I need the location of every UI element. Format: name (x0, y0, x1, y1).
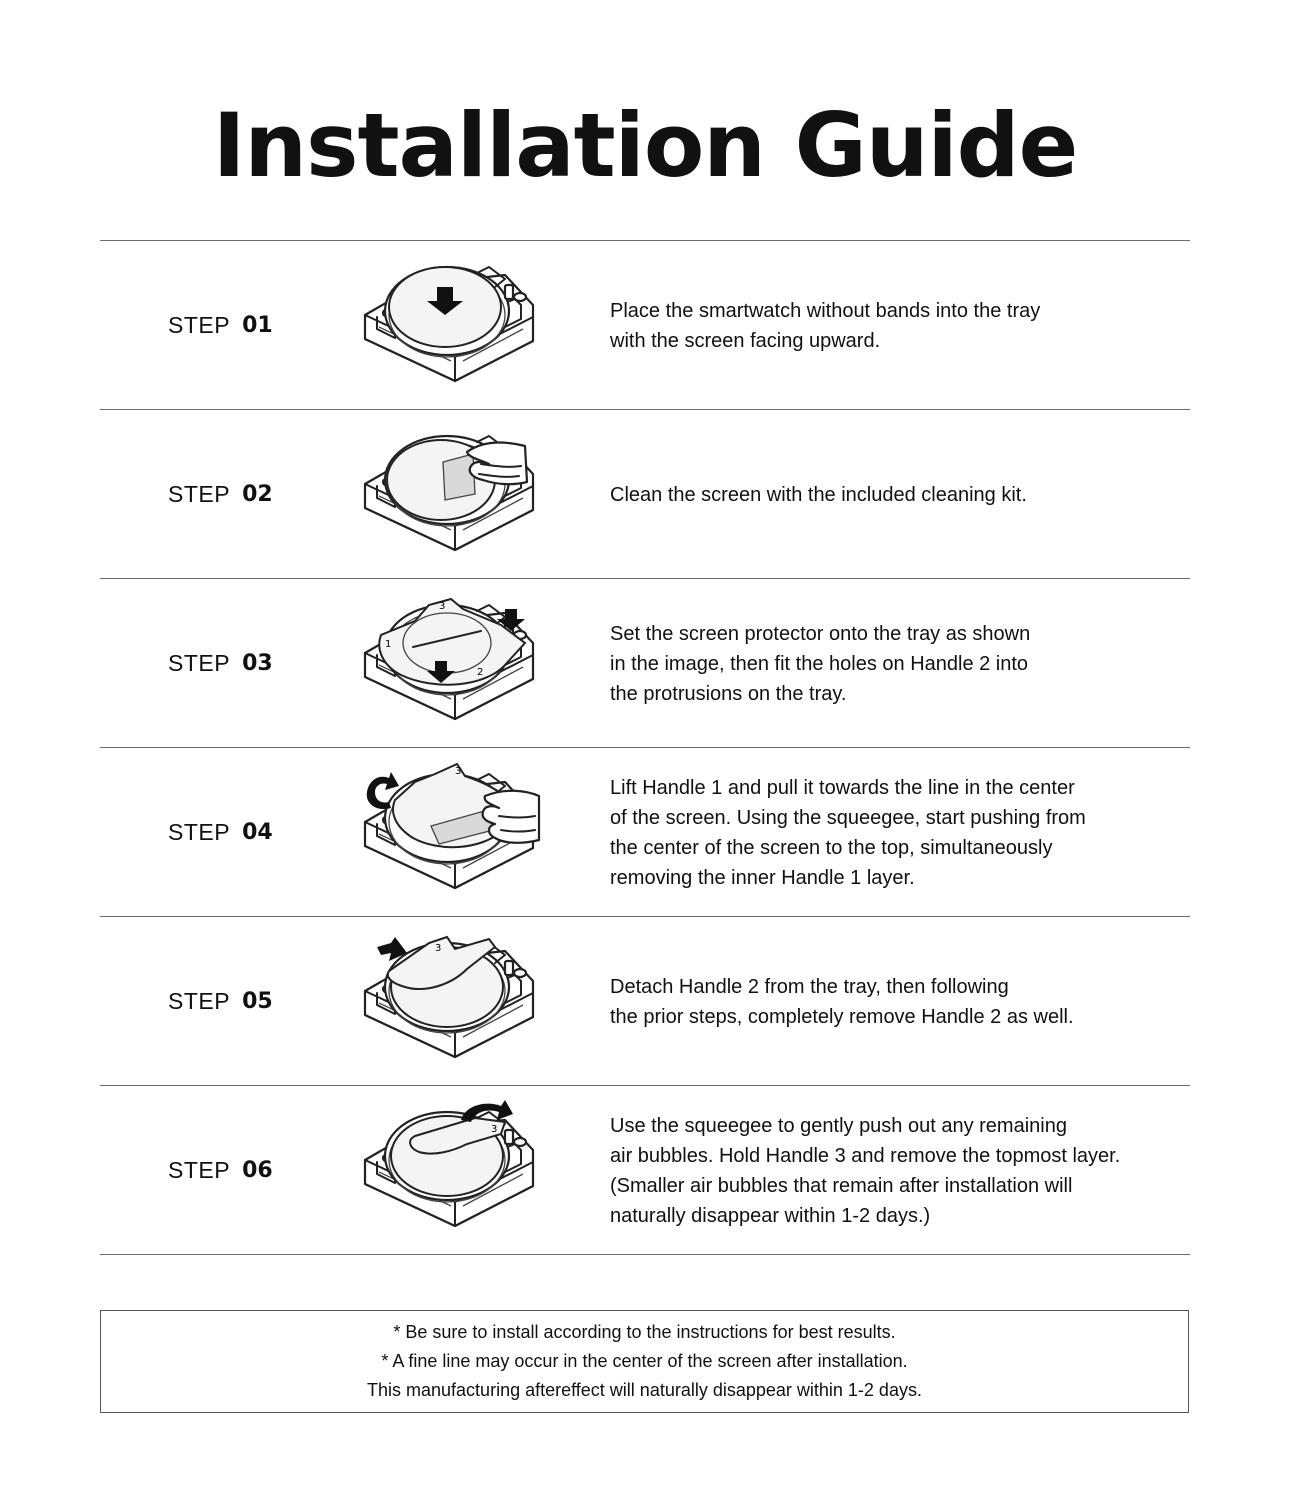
step-word: STEP (168, 1157, 231, 1183)
steps-list (100, 240, 1190, 1255)
step-row-06 (100, 1085, 1190, 1255)
step-number: 05 (242, 989, 273, 1014)
handle-3-label: 3 (439, 601, 446, 612)
step-instruction (610, 748, 1170, 917)
tray-detach-handle-arrow-icon (355, 929, 545, 1074)
step-label (168, 748, 273, 917)
handle-1-label: 1 (385, 639, 392, 650)
step-label (168, 917, 273, 1086)
step-instruction (610, 917, 1170, 1086)
handle-3-label: 3 (455, 766, 462, 777)
step-row-04 (100, 747, 1190, 916)
step-word: STEP (168, 481, 231, 507)
page-title: Installation Guide (212, 94, 1078, 197)
step-number: 06 (242, 1158, 273, 1183)
handle-2-label: 2 (477, 667, 484, 678)
step-number: 01 (242, 313, 273, 338)
step-instruction-text: Lift Handle 1 and pull it towards the line in the center of the screen. Using the squeegee, start pushing from the center of the screen to the top, simultaneously removing the inner Handle 1 layer. (610, 776, 1086, 889)
step-label (168, 579, 273, 748)
tray-protector-arrows-icon (355, 591, 545, 736)
tray-watch-down-arrow-icon (355, 253, 545, 398)
tray-remove-top-layer-arrow-icon (355, 1098, 545, 1243)
step-word: STEP (168, 819, 231, 845)
step-row-01 (100, 240, 1190, 409)
step-instruction-text: Place the smartwatch without bands into the tray with the screen facing upward. (610, 299, 1041, 352)
tray-cleaning-hand-icon (355, 422, 545, 567)
handle-3-label: 3 (491, 1124, 498, 1135)
note-line: * A fine line may occur in the center of the screen after installation. (381, 1351, 908, 1371)
step-row-02 (100, 409, 1190, 578)
step-row-03 (100, 578, 1190, 747)
step-instruction (610, 579, 1170, 748)
note-line: This manufacturing aftereffect will naturally disappear within 1-2 days. (367, 1380, 922, 1400)
step-instruction (610, 410, 1170, 579)
tray-squeegee-rotate-arrow-icon (355, 760, 545, 905)
notes-box (100, 1310, 1189, 1413)
step-number: 02 (242, 482, 273, 507)
step-instruction-text: Clean the screen with the included cleaning kit. (610, 483, 1027, 506)
step-instruction-text: Detach Handle 2 from the tray, then following the prior steps, completely remove Handle 2 as well. (610, 975, 1074, 1028)
step-instruction-text: Set the screen protector onto the tray as shown in the image, then fit the holes on Handle 2 into the protrusions on the tray. (610, 622, 1031, 705)
step-word: STEP (168, 650, 231, 676)
step-word: STEP (168, 988, 231, 1014)
step-instruction (610, 1086, 1170, 1255)
step-label (168, 1086, 273, 1255)
step-label (168, 241, 273, 410)
note-line: * Be sure to install according to the instructions for best results. (393, 1322, 896, 1342)
step-word: STEP (168, 312, 231, 338)
step-number: 04 (242, 820, 273, 845)
step-instruction (610, 241, 1170, 410)
step-row-05 (100, 916, 1190, 1085)
step-instruction-text: Use the squeegee to gently push out any remaining air bubbles. Hold Handle 3 and remove the topmost layer. (Smaller air bubbles that remain after installation will naturally disappear within 1-2 days.) (610, 1114, 1121, 1227)
step-label (168, 410, 273, 579)
step-number: 03 (242, 651, 273, 676)
handle-3-label: 3 (435, 943, 442, 954)
